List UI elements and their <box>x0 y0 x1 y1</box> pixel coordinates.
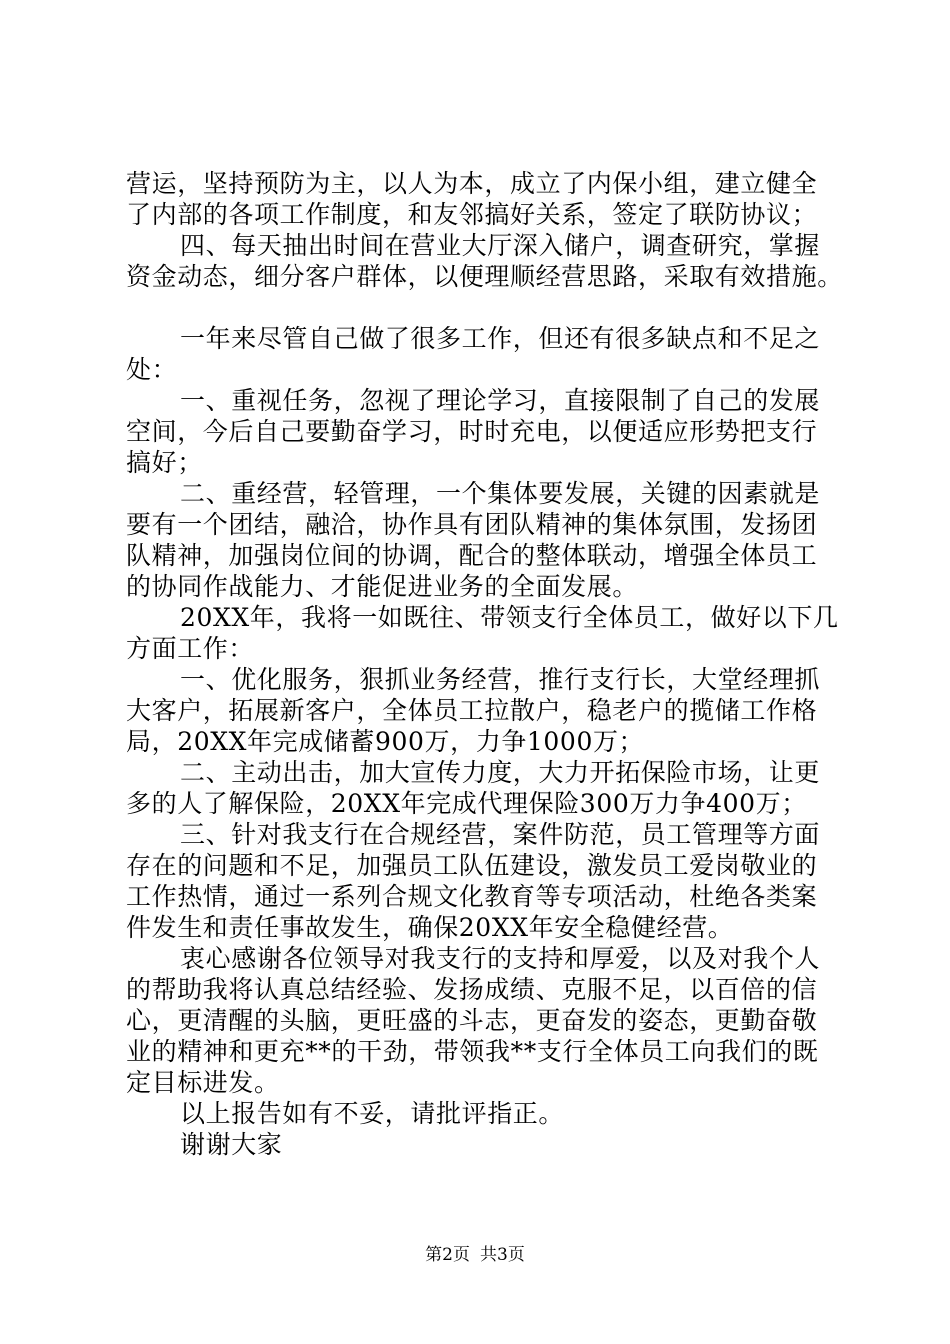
document-body <box>126 168 843 1160</box>
text-line: 20XX年，我将一如既往、带领支行全体员工，做好以下几 <box>180 603 839 632</box>
paragraph-spacer <box>126 292 836 323</box>
text-line: 的协同作战能力、才能促进业务的全面发展。 <box>126 572 639 601</box>
text-line: 搞好； <box>126 448 203 477</box>
text-line: 心，更清醒的头脑，更旺盛的斗志，更奋发的姿态，更勤奋敬 <box>126 1006 818 1035</box>
text-line: 三、针对我支行在合规经营，案件防范，员工管理等方面 <box>180 820 821 849</box>
text-line: 衷心感谢各位领导对我支行的支持和厚爱，以及对我个人 <box>180 944 821 973</box>
text-line: 四、每天抽出时间在营业大厅深入储户，调查研究，掌握 <box>180 231 821 260</box>
text-line: 的帮助我将认真总结经验、发扬成绩、克服不足，以百倍的信 <box>126 975 818 1004</box>
text-line: 资金动态，细分客户群体，以便理顺经营思路，采取有效措施。 <box>126 262 843 291</box>
text-line: 二、主动出击，加大宣传力度，大力开拓保险市场，让更 <box>180 758 821 787</box>
text-line: 局，20XX年完成储蓄900万，力争1000万； <box>126 727 645 756</box>
text-line: 一、优化服务，狠抓业务经营，推行支行长，大堂经理抓 <box>180 665 821 694</box>
text-line: 存在的问题和不足，加强员工队伍建设，激发员工爱岗敬业的 <box>126 851 818 880</box>
text-line: 处： <box>126 355 178 384</box>
text-line: 工作热情，通过一系列合规文化教育等专项活动，杜绝各类案 <box>126 882 818 911</box>
text-line: 一年来尽管自己做了很多工作，但还有很多缺点和不足之 <box>180 324 821 353</box>
text-line: 谢谢大家 <box>180 1130 283 1159</box>
text-line: 空间，今后自己要勤奋学习，时时充电，以便适应形势把支行 <box>126 417 818 446</box>
text-line: 二、重经营，轻管理，一个集体要发展，关键的因素就是 <box>180 479 821 508</box>
text-line: 营运，坚持预防为主，以人为本，成立了内保小组，建立健全 <box>126 169 818 198</box>
text-line: 一、重视任务，忽视了理论学习，直接限制了自己的发展 <box>180 386 821 415</box>
text-line: 多的人了解保险，20XX年完成代理保险300万力争400万； <box>126 789 807 818</box>
text-line: 要有一个团结，融洽，协作具有团队精神的集体氛围，发扬团 <box>126 510 818 539</box>
text-line: 队精神，加强岗位间的协调，配合的整体联动，增强全体员工 <box>126 541 818 570</box>
page-footer <box>0 1244 950 1266</box>
text-line: 定目标进发。 <box>126 1068 280 1097</box>
text-line: 大客户，拓展新客户，全体员工拉散户，稳老户的揽储工作格 <box>126 696 818 725</box>
page-number: 第2页 <box>425 1245 470 1265</box>
text-line: 件发生和责任事故发生，确保20XX年安全稳健经营。 <box>126 913 734 942</box>
text-line: 了内部的各项工作制度，和友邻搞好关系，签定了联防协议； <box>126 200 818 229</box>
text-line: 业的精神和更充**的干劲，带领我**支行全体员工向我们的既 <box>126 1037 819 1066</box>
page-total: 共3页 <box>480 1245 525 1265</box>
text-line: 方面工作： <box>126 634 255 663</box>
text-line: 以上报告如有不妥，请批评指正。 <box>180 1099 565 1128</box>
